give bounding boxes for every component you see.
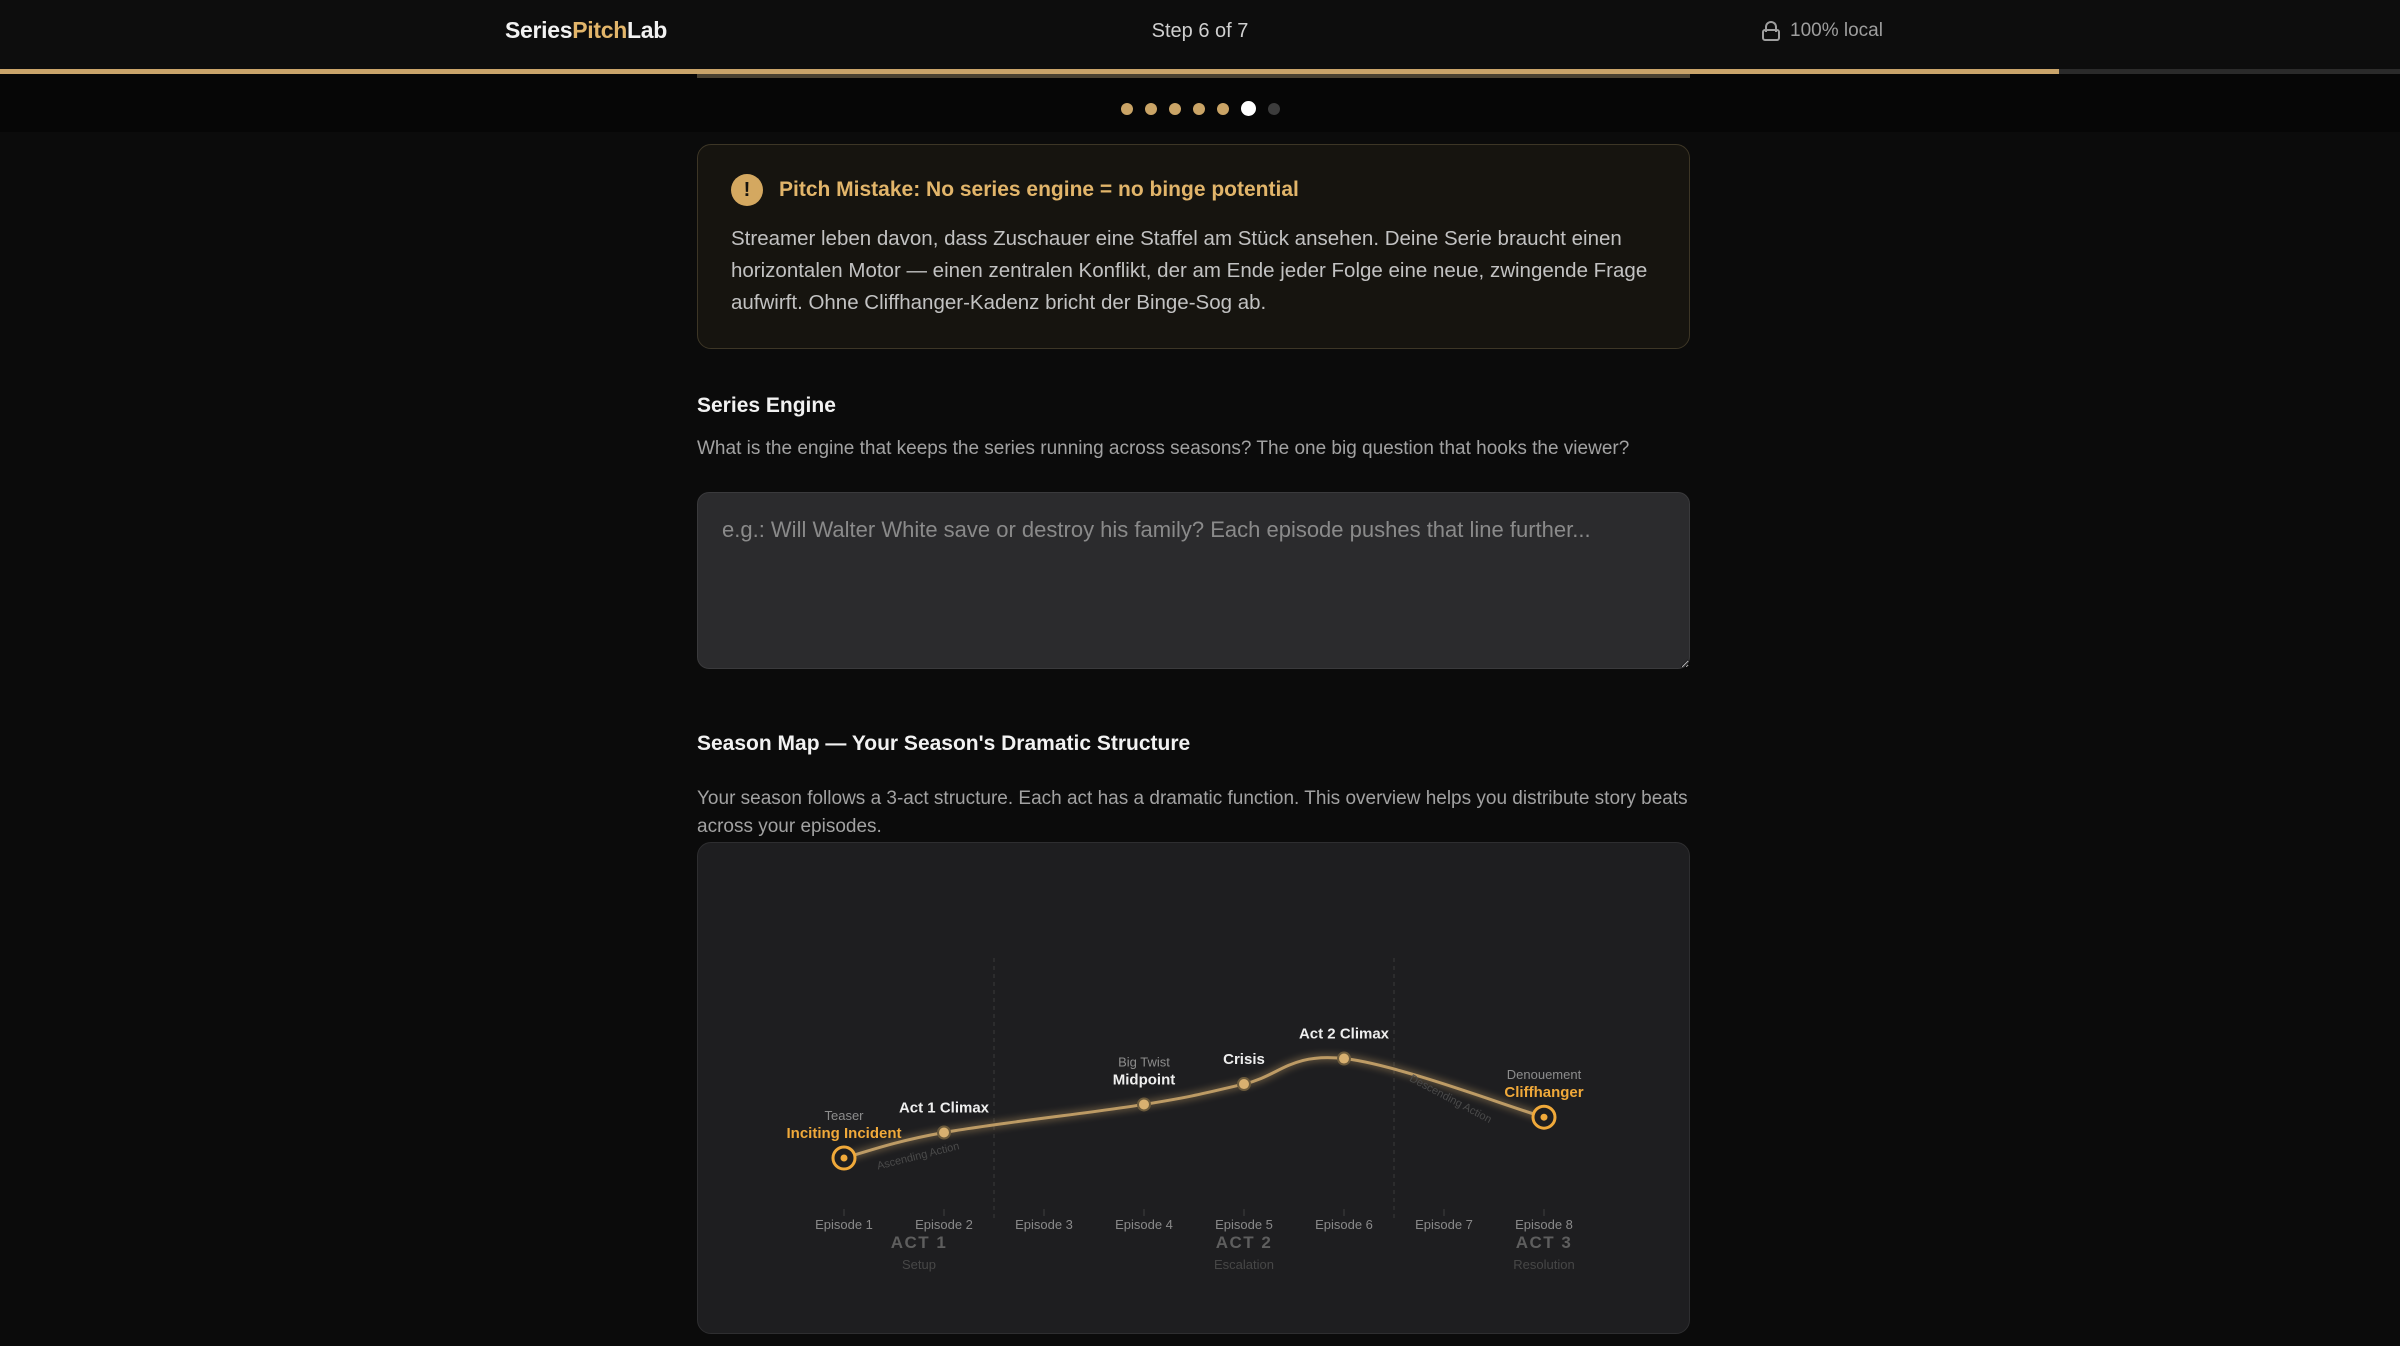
step-dot-5[interactable] xyxy=(1217,103,1229,115)
step-dot-4[interactable] xyxy=(1193,103,1205,115)
exclamation-icon: ! xyxy=(731,174,763,206)
beat-sublabel-1: Teaser xyxy=(824,1108,864,1123)
x-tick-label-1: Episode 1 xyxy=(815,1217,873,1232)
act-function-2: Escalation xyxy=(1214,1257,1274,1272)
series-engine-description: What is the engine that keeps the series running across seasons? The one big question that hooks the viewer? xyxy=(697,438,1630,459)
x-tick-label-5: Episode 5 xyxy=(1215,1217,1273,1232)
beat-label-6: Cliffhanger xyxy=(1504,1084,1584,1102)
step-dot-1[interactable] xyxy=(1121,103,1133,115)
descending-action-label: Descending Action xyxy=(1407,1072,1494,1126)
series-engine-title: Series Engine xyxy=(697,394,836,417)
step-indicator: Step 6 of 7 xyxy=(1151,20,1249,42)
local-storage-badge xyxy=(1762,20,1883,42)
beat-marker-3 xyxy=(1138,1098,1150,1110)
local-label: 100% local xyxy=(1790,20,1883,41)
pitch-mistake-callout xyxy=(697,144,1690,349)
brand-name-series: Series xyxy=(505,17,573,43)
beat-label-4: Crisis xyxy=(1223,1051,1265,1069)
beat-marker-6 xyxy=(1541,1114,1548,1121)
step-dot-7[interactable] xyxy=(1268,103,1280,115)
beat-sublabel-3: Big Twist xyxy=(1118,1054,1170,1070)
step-dot-3[interactable] xyxy=(1169,103,1181,115)
beat-sublabel-6: Denouement xyxy=(1506,1067,1582,1083)
act-function-3: Resolution xyxy=(1513,1257,1575,1272)
beat-label-2: Act 1 Climax xyxy=(898,1099,990,1117)
act-name-2: ACT 2 xyxy=(1215,1233,1273,1252)
x-tick-label-3: Episode 3 xyxy=(1015,1217,1073,1232)
beat-label-5: Act 2 Climax xyxy=(1298,1025,1390,1043)
beat-label-3: Midpoint xyxy=(1112,1071,1176,1089)
beat-marker-5 xyxy=(1338,1053,1350,1065)
callout-body: Streamer leben davon, dass Zuschauer eine Staffel am Stück ansehen. Deine Serie braucht einen horizontalen Motor — einen zentralen Konflikt, der am Ende jeder Folge eine neue, zwingende Frage aufwirft. Ohne Cliffhanger-Kadenz bricht der Binge-Sog ab. xyxy=(731,227,1648,314)
brand-name-lab: Lab xyxy=(627,17,667,43)
beat-marker-4 xyxy=(1238,1078,1250,1090)
ascending-action-label: Ascending Action xyxy=(875,1140,961,1173)
season-map-title: Season Map — Your Season's Dramatic Structure xyxy=(697,732,1191,755)
step-dot-6[interactable] xyxy=(1241,101,1256,116)
beat-marker-1 xyxy=(841,1155,848,1162)
step-dots xyxy=(0,101,2400,116)
x-tick-label-6: Episode 6 xyxy=(1315,1217,1373,1232)
season-map-description: Your season follows a 3-act structure. Each act has a dramatic function. This overview helps you distribute story beats across your episodes. xyxy=(697,788,1688,837)
act-function-1: Setup xyxy=(902,1257,936,1272)
series-engine-input[interactable] xyxy=(697,492,1690,669)
x-tick-label-4: Episode 4 xyxy=(1115,1217,1173,1232)
beat-label-1: Inciting Incident xyxy=(786,1125,902,1142)
brand-name-pitch: Pitch xyxy=(572,17,627,43)
lock-icon xyxy=(1762,21,1780,41)
season-map-svg xyxy=(698,843,1690,1334)
x-tick-label-8: Episode 8 xyxy=(1515,1217,1573,1232)
act-name-3: ACT 3 xyxy=(1515,1233,1573,1252)
season-map-chart xyxy=(697,842,1690,1334)
act-name-1: ACT 1 xyxy=(890,1233,948,1252)
callout-title: Pitch Mistake: No series engine = no binge potential xyxy=(779,178,1299,201)
x-tick-label-2: Episode 2 xyxy=(915,1217,973,1232)
divider xyxy=(697,74,1690,78)
x-tick-label-7: Episode 7 xyxy=(1415,1217,1473,1232)
step-dot-2[interactable] xyxy=(1145,103,1157,115)
top-bar xyxy=(0,0,2400,70)
beat-marker-2 xyxy=(938,1127,950,1139)
step-dots-bar xyxy=(0,74,2400,132)
